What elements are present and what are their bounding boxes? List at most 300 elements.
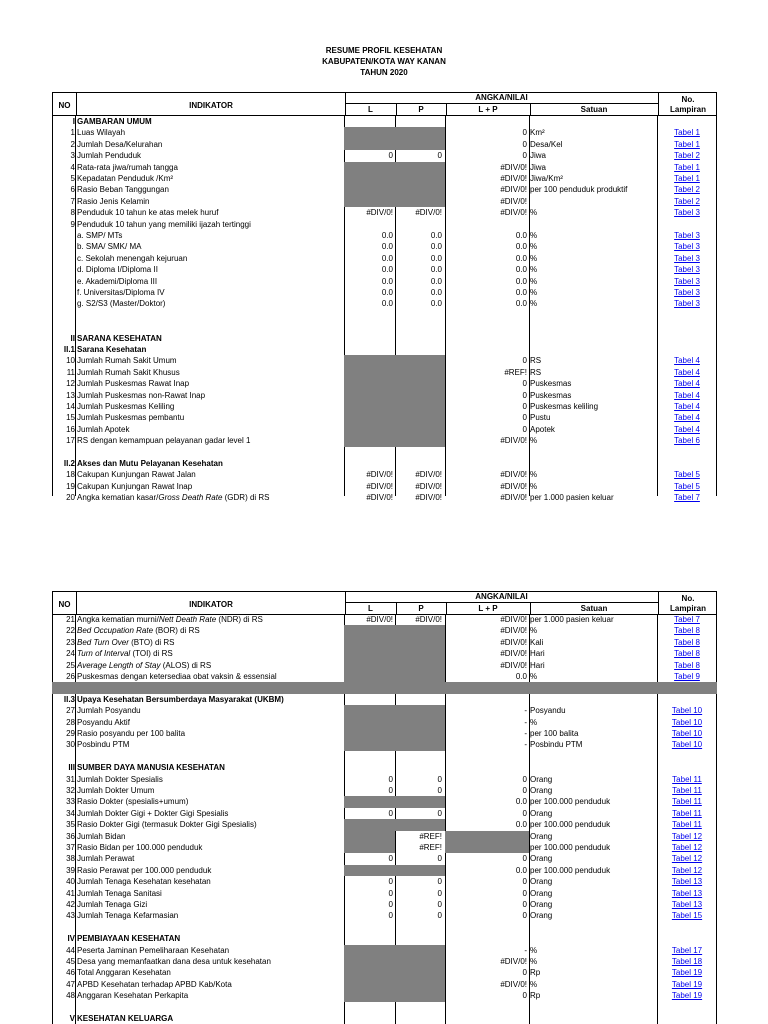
value-p: #DIV/0!: [415, 615, 442, 624]
row-number: 23: [66, 637, 75, 647]
unit-label: per 100 penduduk produktif: [530, 185, 628, 195]
row-number: 28: [66, 717, 75, 727]
value-lp: #DIV/0!: [500, 470, 527, 480]
unit-label: %: [530, 276, 538, 286]
table-row: [52, 671, 717, 682]
table-row: [52, 173, 717, 184]
indicator-label: Cakupan Kunjungan Rawat Jalan: [77, 470, 196, 480]
lampiran-link[interactable]: Tabel 12: [671, 831, 703, 841]
value-lp: 0: [522, 900, 527, 909]
table-row: [52, 390, 717, 401]
row-number: II.1: [63, 345, 75, 354]
indicator-label: Jumlah Tenaga Kefarmasian: [77, 911, 179, 921]
table-row: [52, 150, 717, 161]
value-l: 0.0: [381, 231, 393, 240]
value-lp: 0.0: [515, 253, 527, 263]
value-l: #DIV/0!: [366, 208, 393, 218]
value-lp: #REF!: [504, 367, 527, 377]
unit-label: %: [530, 672, 538, 681]
unit-label: RS: [530, 367, 542, 377]
header-lp: L + P: [478, 105, 498, 114]
row-number: 29: [66, 729, 75, 738]
unit-label: per 100.000 penduduk: [530, 797, 611, 807]
indicator-label: Akses dan Mutu Pelayanan Kesehatan: [77, 459, 223, 468]
row-number: III: [68, 763, 75, 773]
table-row: [52, 990, 717, 1001]
row-number: 24: [66, 649, 75, 659]
indicator-label: Upaya Kesehatan Bersumberdaya Masyarakat (UKBM): [77, 694, 284, 704]
value-p: 0: [437, 877, 442, 887]
header-angka-nilai: ANGKA/NILAI: [475, 592, 528, 601]
lampiran-link[interactable]: Tabel 4: [674, 424, 700, 434]
value-lp: 0: [522, 877, 527, 887]
value-l: 0: [388, 900, 393, 909]
table-row: [52, 956, 717, 967]
value-lp: -: [524, 945, 527, 955]
value-lp: #DIV/0!: [500, 174, 527, 183]
lampiran-link[interactable]: Tabel 10: [671, 729, 703, 738]
indicator-label: Anggaran Kesehatan Perkapita: [77, 991, 189, 1001]
lampiran-link[interactable]: Tabel 7: [674, 493, 700, 503]
lampiran-link[interactable]: Tabel 8: [674, 649, 700, 659]
table-row: [52, 241, 717, 252]
indicator-label: Rata-rata jiwa/rumah tangga: [77, 162, 178, 172]
lampiran-link[interactable]: Tabel 4: [674, 379, 700, 389]
table-row: [52, 207, 717, 218]
table-row: [52, 945, 717, 956]
table-row: [52, 625, 717, 636]
indicator-label: Rasio Bidan per 100.000 penduduk: [77, 843, 203, 852]
table-row: [52, 447, 717, 458]
unit-label: Orang: [530, 888, 553, 898]
value-p: 0.0: [430, 253, 442, 263]
row-number: 6: [70, 185, 75, 195]
value-l: 0: [388, 888, 393, 898]
indicator-label: Rasio posyandu per 100 balita: [77, 729, 186, 738]
indicator-label: Jumlah Dokter Gigi + Dokter Gigi Spesialis: [77, 808, 229, 818]
value-lp: 0.0: [515, 672, 527, 681]
value-lp: 0: [522, 968, 527, 978]
lampiran-link[interactable]: Tabel 6: [674, 436, 700, 446]
value-lp: #DIV/0!: [500, 637, 527, 647]
section-row: [52, 333, 717, 344]
indicator-label: Angka kematian murni/Nett Death Rate (NDR) di RS: [77, 615, 263, 624]
unit-label: Orang: [530, 854, 553, 864]
lampiran-link[interactable]: Tabel 11: [672, 786, 702, 795]
value-lp: #DIV/0!: [500, 615, 527, 624]
indicator-label: Cakupan Kunjungan Rawat Inap: [77, 481, 193, 491]
table-row: [52, 424, 717, 435]
value-lp: -: [524, 740, 527, 750]
indicator-label: Jumlah Tenaga Sanitasi: [77, 888, 162, 898]
unit-label: Posbindu PTM: [530, 740, 583, 750]
lampiran-link[interactable]: Tabel 2: [674, 196, 700, 206]
lampiran-link[interactable]: Tabel 18: [671, 957, 703, 966]
table-row: [52, 435, 717, 446]
indicator-label: SUMBER DAYA MANUSIA KESEHATAN: [77, 763, 225, 773]
value-l: 0: [388, 854, 393, 864]
value-lp: 0: [522, 854, 527, 864]
lampiran-link[interactable]: Tabel 3: [674, 299, 700, 309]
lampiran-link[interactable]: Tabel 11: [672, 820, 702, 830]
table-header: [52, 92, 717, 116]
header-lampiran: Lampiran: [669, 105, 706, 114]
unit-label: %: [530, 299, 538, 309]
header-divider: [530, 603, 531, 614]
unit-label: Desa/Kel: [530, 139, 563, 149]
value-p: #DIV/0!: [415, 208, 442, 218]
row-number: 9: [70, 219, 75, 229]
table-row: [52, 298, 717, 309]
lampiran-link[interactable]: Tabel 4: [674, 356, 700, 366]
indicator-label: Penduduk 10 tahun yang memiliki ijazah tertinggi: [77, 219, 251, 229]
value-p: #DIV/0!: [415, 470, 442, 480]
row-number: 17: [66, 436, 75, 446]
lampiran-link[interactable]: Tabel 11: [672, 797, 702, 807]
indicator-label: Luas Wilayah: [77, 128, 126, 138]
row-number: 35: [66, 820, 75, 830]
header-divider: [345, 602, 658, 603]
value-p: 0: [437, 854, 442, 864]
header-satuan: Satuan: [580, 604, 608, 613]
unit-label: Jiwa/Km²: [530, 174, 563, 183]
value-l: 0.0: [381, 288, 393, 297]
indicator-label: c. Sekolah menengah kejuruan: [77, 253, 188, 263]
table-row: [52, 682, 717, 693]
value-l: 0.0: [381, 242, 393, 252]
table-row: [52, 139, 717, 150]
value-l: 0.0: [381, 276, 393, 286]
lampiran-link[interactable]: Tabel 11: [672, 808, 702, 818]
value-lp: 0.0: [515, 797, 527, 807]
value-l: 0: [388, 808, 393, 818]
lampiran-link[interactable]: Tabel 10: [671, 706, 703, 716]
table-row: [52, 230, 717, 241]
row-number: 20: [66, 493, 75, 503]
table-row: [52, 876, 717, 887]
indicator-label: Rasio Dokter (spesialis+umum): [77, 797, 189, 807]
value-lp: 0: [522, 413, 527, 423]
unit-label: %: [530, 626, 538, 636]
unit-label: per 1.000 pasien keluar: [530, 493, 614, 503]
row-number: 12: [66, 379, 75, 389]
report-title: [0, 45, 768, 78]
unit-label: Jiwa: [530, 162, 547, 172]
lampiran-link[interactable]: Tabel 19: [671, 979, 703, 989]
lampiran-link[interactable]: Tabel 1: [674, 139, 700, 149]
row-number: 44: [66, 945, 75, 955]
lampiran-link[interactable]: Tabel 10: [671, 740, 703, 750]
value-p: 0.0: [430, 288, 442, 297]
indicator-label: Jumlah Rumah Sakit Umum: [77, 356, 177, 366]
table-row: [52, 774, 717, 785]
table-row: [52, 842, 717, 853]
indicator-label: Average Length of Stay (ALOS) di RS: [77, 660, 212, 670]
lampiran-link[interactable]: Tabel 19: [671, 991, 703, 1001]
table-row: [52, 705, 717, 716]
lampiran-link[interactable]: Tabel 3: [674, 242, 700, 252]
indicator-label: Jumlah Puskesmas non-Rawat Inap: [77, 390, 206, 400]
value-lp: #DIV/0!: [500, 208, 527, 218]
unit-label: %: [530, 481, 538, 491]
row-number: 16: [66, 424, 75, 434]
table-row: [52, 819, 717, 830]
unit-label: Hari: [530, 649, 545, 659]
lampiran-link[interactable]: Tabel 19: [671, 968, 703, 978]
unit-label: Rp: [530, 991, 541, 1001]
indicator-label: Jumlah Puskesmas Keliling: [77, 402, 175, 411]
value-lp: -: [524, 706, 527, 716]
indicator-label: Kepadatan Penduduk /Km²: [77, 174, 174, 183]
row-number: 39: [66, 865, 75, 875]
lampiran-link[interactable]: Tabel 1: [674, 128, 700, 138]
lampiran-link[interactable]: Tabel 1: [674, 174, 700, 183]
lampiran-link[interactable]: Tabel 2: [674, 151, 700, 161]
unit-label: %: [530, 265, 538, 275]
header-divider: [76, 592, 77, 614]
value-lp: 0: [522, 128, 527, 138]
value-l: #DIV/0!: [366, 481, 393, 491]
unit-label: Orang: [530, 911, 553, 921]
row-number: 3: [70, 151, 75, 161]
lampiran-link[interactable]: Tabel 13: [671, 877, 703, 887]
value-lp: 0.0: [515, 265, 527, 275]
header-lampiran: Lampiran: [669, 604, 706, 613]
header-divider: [396, 603, 397, 614]
unit-label: %: [530, 945, 538, 955]
indicator-label: Jumlah Perawat: [77, 854, 135, 864]
value-p: 0.0: [430, 276, 442, 286]
header-lampiran-no: No.: [681, 594, 695, 603]
header-divider: [658, 93, 659, 115]
indicator-label: Peserta Jaminan Pemeliharaan Kesehatan: [77, 945, 230, 955]
indicator-label: Jumlah Tenaga Gizi: [77, 900, 148, 909]
value-l: 0: [388, 774, 393, 784]
value-lp: 0: [522, 151, 527, 161]
unit-label: per 100 balita: [530, 729, 579, 738]
row-number: 4: [70, 162, 75, 172]
unit-label: %: [530, 979, 538, 989]
value-p: #DIV/0!: [415, 493, 442, 503]
indicator-label: d. Diploma I/Diploma II: [77, 265, 158, 275]
unit-label: Puskesmas: [530, 390, 572, 400]
value-lp: 0: [522, 808, 527, 818]
unit-label: Orang: [530, 808, 553, 818]
header-indikator: INDIKATOR: [189, 600, 233, 609]
indicator-label: APBD Kesehatan terhadap APBD Kab/Kota: [77, 979, 232, 989]
row-number: 11: [66, 367, 75, 377]
lampiran-link[interactable]: Tabel 3: [674, 276, 700, 286]
lampiran-link[interactable]: Tabel 3: [674, 253, 700, 263]
value-p: 0.0: [430, 231, 442, 240]
row-number: V: [69, 1014, 75, 1023]
lampiran-link[interactable]: Tabel 12: [671, 843, 703, 852]
section-row: [52, 694, 717, 705]
table-row: [52, 637, 717, 648]
table-row: [52, 412, 717, 423]
lampiran-link[interactable]: Tabel 9: [674, 672, 700, 681]
header-divider: [76, 93, 77, 115]
row-number: II.3: [63, 694, 75, 704]
table-row: [52, 355, 717, 366]
unit-label: per 100.000 penduduk: [530, 820, 611, 830]
value-l: #DIV/0!: [366, 615, 393, 624]
header-angka-nilai: ANGKA/NILAI: [475, 93, 528, 102]
unit-label: Rp: [530, 968, 541, 978]
lampiran-link[interactable]: Tabel 13: [671, 900, 703, 909]
indicator-label: KESEHATAN KELUARGA: [77, 1014, 174, 1023]
row-number: 34: [66, 808, 75, 818]
unit-label: Jiwa: [530, 151, 547, 161]
section-row: [52, 458, 717, 469]
table-row: [52, 751, 717, 762]
lampiran-link[interactable]: Tabel 7: [674, 615, 700, 624]
unit-label: %: [530, 231, 538, 240]
table-row: [52, 276, 717, 287]
header-divider: [345, 103, 658, 104]
value-lp: #DIV/0!: [500, 436, 527, 446]
section-row: [52, 933, 717, 944]
row-number: 10: [66, 356, 75, 366]
indicator-label: Jumlah Desa/Kelurahan: [77, 139, 163, 149]
lampiran-link[interactable]: Tabel 12: [671, 865, 703, 875]
lampiran-link[interactable]: Tabel 10: [671, 717, 703, 727]
indicator-label: Puskesmas dengan ketersediaa obat vaksin & essensial: [77, 672, 277, 681]
header-lp: L + P: [478, 604, 498, 613]
indicator-label: Rasio Beban Tanggungan: [77, 185, 169, 195]
lampiran-link[interactable]: Tabel 5: [674, 470, 700, 480]
lampiran-link[interactable]: Tabel 4: [674, 367, 700, 377]
table-row: [52, 310, 717, 321]
lampiran-link[interactable]: Tabel 4: [674, 402, 700, 411]
indicator-label: RS dengan kemampuan pelayanan gadar level 1: [77, 436, 251, 446]
section-row: [52, 116, 717, 127]
unit-label: %: [530, 717, 538, 727]
lampiran-link[interactable]: Tabel 1: [674, 162, 700, 172]
indicator-label: Bed Occupation Rate (BOR) di RS: [77, 626, 200, 636]
lampiran-link[interactable]: Tabel 3: [674, 208, 700, 218]
lampiran-link[interactable]: Tabel 17: [671, 945, 703, 955]
row-number: 45: [66, 957, 75, 966]
lampiran-link[interactable]: Tabel 3: [674, 288, 700, 297]
row-number: 13: [66, 390, 75, 400]
value-lp: 0.0: [515, 299, 527, 309]
lampiran-link[interactable]: Tabel 8: [674, 637, 700, 647]
table-row: [52, 739, 717, 750]
value-p: 0: [437, 900, 442, 909]
header-lampiran-no: No.: [681, 95, 695, 104]
row-number: 2: [70, 139, 75, 149]
indicator-label: Desa yang memanfaatkan dana desa untuk kesehatan: [77, 957, 271, 966]
unit-label: Apotek: [530, 424, 555, 434]
value-lp: #DIV/0!: [500, 481, 527, 491]
value-l: 0: [388, 786, 393, 795]
indicator-label: e. Akademi/Diploma III: [77, 276, 158, 286]
unit-label: %: [530, 288, 538, 297]
header-divider: [530, 104, 531, 115]
value-lp: -: [524, 717, 527, 727]
value-p: 0: [437, 151, 442, 161]
unit-label: Km²: [530, 128, 545, 138]
lampiran-link[interactable]: Tabel 3: [674, 231, 700, 240]
unit-label: %: [530, 436, 538, 446]
row-number: 5: [70, 174, 75, 183]
indicator-label: Posbindu PTM: [77, 740, 130, 750]
table-row: [52, 796, 717, 807]
lampiran-link[interactable]: Tabel 3: [674, 265, 700, 275]
lampiran-link[interactable]: Tabel 15: [671, 911, 703, 921]
unit-label: Orang: [530, 786, 553, 795]
table-row: [52, 648, 717, 659]
value-lp: 0: [522, 888, 527, 898]
unit-label: %: [530, 242, 538, 252]
indicator-label: Sarana Kesehatan: [77, 345, 147, 354]
value-lp: #DIV/0!: [500, 493, 527, 503]
lampiran-link[interactable]: Tabel 8: [674, 626, 700, 636]
unit-label: per 100.000 penduduk: [530, 865, 611, 875]
value-p: #REF!: [419, 843, 442, 852]
lampiran-link[interactable]: Tabel 13: [671, 888, 703, 898]
lampiran-link[interactable]: Tabel 8: [674, 660, 700, 670]
table-row: [52, 378, 717, 389]
value-lp: 0: [522, 774, 527, 784]
value-lp: 0: [522, 139, 527, 149]
indicator-label: GAMBARAN UMUM: [77, 117, 152, 126]
section-row: [52, 344, 717, 355]
unit-label: Orang: [530, 877, 553, 887]
unit-label: per 1.000 pasien keluar: [530, 615, 614, 624]
table-row: [52, 469, 717, 480]
table-row: [52, 614, 717, 625]
unit-label: Posyandu: [530, 706, 566, 716]
row-number: 47: [66, 979, 75, 989]
value-lp: #DIV/0!: [500, 649, 527, 659]
table-row: [52, 922, 717, 933]
lampiran-link[interactable]: Tabel 5: [674, 481, 700, 491]
table-row: [52, 481, 717, 492]
table-row: [52, 196, 717, 207]
indicator-label: Rasio Perawat per 100.000 penduduk: [77, 865, 212, 875]
value-lp: 0.0: [515, 288, 527, 297]
header-p: P: [418, 105, 424, 114]
table-row: [52, 865, 717, 876]
table-row: [52, 321, 717, 332]
table-row: [52, 219, 717, 230]
row-number: 32: [66, 786, 75, 795]
table-row: [52, 853, 717, 864]
table-row: [52, 287, 717, 298]
value-lp: #DIV/0!: [500, 196, 527, 206]
indicator-label: Jumlah Dokter Umum: [77, 786, 155, 795]
row-number: 38: [66, 854, 75, 864]
value-l: #DIV/0!: [366, 493, 393, 503]
lampiran-link[interactable]: Tabel 2: [674, 185, 700, 195]
table-row: [52, 401, 717, 412]
header-divider: [396, 104, 397, 115]
lampiran-link[interactable]: Tabel 4: [674, 413, 700, 423]
row-number: 21: [66, 615, 75, 624]
table-row: [52, 127, 717, 138]
row-number: 30: [66, 740, 75, 750]
value-lp: 0: [522, 786, 527, 795]
unit-label: RS: [530, 356, 542, 366]
value-p: 0.0: [430, 242, 442, 252]
lampiran-link[interactable]: Tabel 11: [672, 774, 702, 784]
lampiran-link[interactable]: Tabel 4: [674, 390, 700, 400]
value-p: 0.0: [430, 299, 442, 309]
indicator-label: Bed Turn Over (BTO) di RS: [77, 637, 175, 647]
lampiran-link[interactable]: Tabel 12: [671, 854, 703, 864]
